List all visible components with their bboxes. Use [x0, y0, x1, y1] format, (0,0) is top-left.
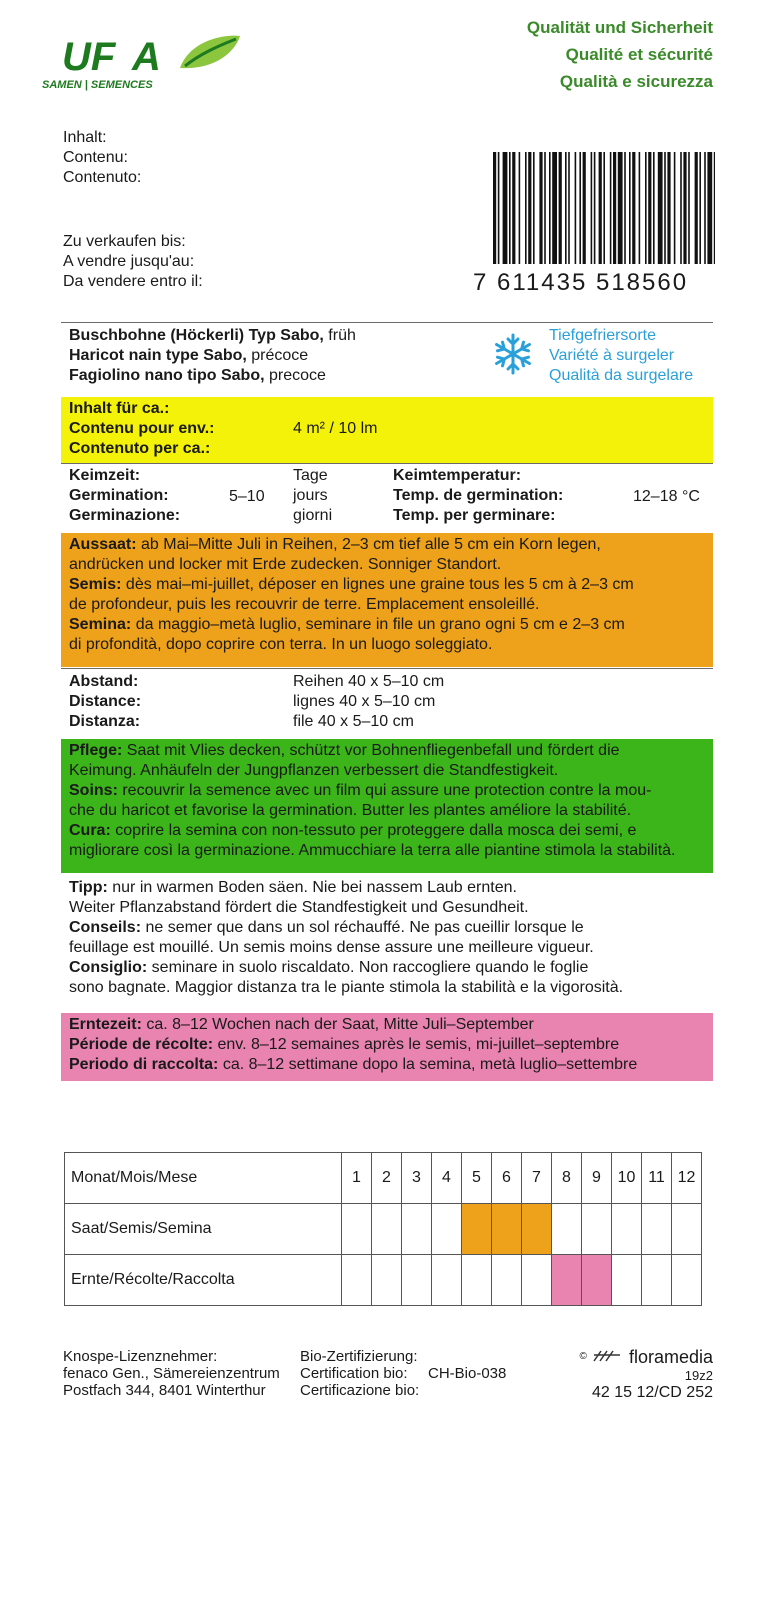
sowing-month-6	[492, 1204, 522, 1255]
tips-fr: Conseils: ne semer que dans un sol réchauffé. Ne pas cueillir lorsque le	[69, 919, 584, 936]
harvest-month-11	[642, 1255, 672, 1306]
sowing-month-7	[522, 1204, 552, 1255]
svg-text:UF: UF	[62, 35, 116, 79]
freeze-line: Qualità da surgelare	[549, 367, 694, 384]
tips-de-cont: Weiter Pflanzabstand fördert die Standfestigkeit und Gesundheit.	[69, 899, 529, 916]
variety-de: Buschbohne (Höckerli) Typ Sabo, früh	[69, 327, 356, 344]
calendar-sowing-row	[65, 1204, 702, 1255]
calendar-harvest-label: Ernte/Récolte/Raccolta	[65, 1255, 342, 1306]
sowing-month-10	[612, 1204, 642, 1255]
amount-block	[61, 397, 713, 463]
floramedia-icon	[592, 1347, 629, 1367]
spacing-value: lignes 40 x 5–10 cm	[293, 693, 436, 710]
barcode	[473, 152, 715, 296]
unit: jours	[293, 487, 328, 504]
divider	[61, 322, 713, 323]
amount-label: Contenu pour env.:	[69, 420, 215, 437]
sowing-month-12	[672, 1204, 702, 1255]
germination-label: Germination:	[69, 487, 169, 504]
sowing-fr: Semis: dès mai–mi-juillet, déposer en lignes une graine tous les 5 cm à 2–3 cm	[69, 576, 634, 593]
variety-fr: Haricot nain type Sabo, précoce	[69, 347, 309, 364]
germination-label: Keimzeit:	[69, 467, 141, 484]
month-6: 6	[492, 1153, 522, 1204]
sowing-it-cont: di profondità, dopo coprire con terra. In un luogo soleggiato.	[69, 636, 493, 653]
unit: giorni	[293, 507, 333, 524]
germination-block	[61, 464, 713, 530]
sowing-month-4	[432, 1204, 462, 1255]
harvest-month-12	[672, 1255, 702, 1306]
month-8: 8	[552, 1153, 582, 1204]
sowing-harvest-calendar	[64, 1152, 702, 1306]
harvest-month-7	[522, 1255, 552, 1306]
harvest-month-9	[582, 1255, 612, 1306]
temp-label: Temp. per germinare:	[393, 507, 556, 524]
harvest-month-5	[462, 1255, 492, 1306]
month-5: 5	[462, 1153, 492, 1204]
month-10: 10	[612, 1153, 642, 1204]
divider	[61, 668, 713, 669]
tips-de: Tipp: nur in warmen Boden säen. Nie bei nassem Laub ernten.	[69, 879, 517, 896]
barcode-bars	[493, 152, 715, 264]
month-2: 2	[372, 1153, 402, 1204]
sell-by-label: Da vendere entro il:	[63, 273, 203, 290]
germination-temp: 12–18 °C	[633, 488, 700, 505]
sowing-month-5	[462, 1204, 492, 1255]
variety-block	[61, 324, 713, 396]
sowing-block	[61, 533, 713, 667]
bio-label: Certification bio:	[300, 1365, 408, 1382]
harvest-fr: Période de récolte: env. 8–12 semaines après le semis, mi-juillet–septembre	[69, 1036, 620, 1053]
month-11: 11	[642, 1153, 672, 1204]
harvest-month-3	[402, 1255, 432, 1306]
spacing-values	[293, 672, 444, 732]
tips-fr-cont: feuillage est mouillé. Un semis moins dense assure une meilleure vigueur.	[69, 939, 594, 956]
harvest-it: Periodo di raccolta: ca. 8–12 settimane dopo la semina, metà luglio–settembre	[69, 1056, 638, 1073]
amount-value: 4 m² / 10 lm	[293, 420, 378, 437]
freeze-line: Tiefgefriersorte	[549, 327, 656, 344]
content-labels	[63, 128, 141, 188]
harvest-month-10	[612, 1255, 642, 1306]
unit: Tage	[293, 467, 328, 484]
sowing-de-cont: andrücken und locker mit Erde zudecken. Sonniger Standort.	[69, 556, 502, 573]
licensee-line: fenaco Gen., Sämereienzentrum	[63, 1365, 280, 1382]
content-label: Contenuto:	[63, 169, 142, 186]
spacing-block	[61, 670, 713, 736]
care-block	[61, 739, 713, 873]
care-it: Cura: coprire la semina con non-tessuto per proteggere dalla mosca dei semi, e	[69, 822, 637, 839]
publisher-block	[580, 1346, 713, 1402]
calendar-harvest-row	[65, 1255, 702, 1306]
month-4: 4	[432, 1153, 462, 1204]
quality-line: Qualità e sicurezza	[559, 72, 713, 91]
sowing-it: Semina: da maggio–metà luglio, seminare in file un grano ogni 5 cm e 2–3 cm	[69, 616, 625, 633]
temp-label: Keimtemperatur:	[393, 467, 522, 484]
spacing-value: Reihen 40 x 5–10 cm	[293, 673, 445, 690]
month-1: 1	[342, 1153, 372, 1204]
freeze-line: Variété à surgeler	[549, 347, 675, 364]
sowing-month-3	[402, 1204, 432, 1255]
temp-label: Temp. de germination:	[393, 487, 564, 504]
germination-temp-labels	[393, 466, 563, 526]
content-label: Inhalt:	[63, 129, 107, 146]
month-9: 9	[582, 1153, 612, 1204]
variety-it: Fagiolino nano tipo Sabo, precoce	[69, 367, 326, 384]
sowing-month-2	[372, 1204, 402, 1255]
licensee-line: Knospe-Lizenznehmer:	[63, 1348, 218, 1365]
freeze-variety	[549, 326, 693, 386]
harvest-month-6	[492, 1255, 522, 1306]
care-de-cont: Keimung. Anhäufeln der Jungpflanzen verbessert die Standfestigkeit.	[69, 762, 559, 779]
content-label: Contenu:	[63, 149, 128, 166]
germination-days: 5–10	[229, 488, 265, 505]
harvest-month-8	[552, 1255, 582, 1306]
licensee-line: Postfach 344, 8401 Winterthur	[63, 1382, 266, 1399]
svg-text:A: A	[132, 35, 161, 79]
harvest-block	[61, 1013, 713, 1081]
sowing-month-11	[642, 1204, 672, 1255]
publisher-name: floramedia	[628, 1347, 713, 1367]
quality-line: Qualität und Sicherheit	[526, 18, 713, 37]
quality-line: Qualité et sécurité	[565, 45, 713, 64]
harvest-month-4	[432, 1255, 462, 1306]
barcode-number: 7 611435 518560	[473, 269, 689, 296]
sowing-month-9	[582, 1204, 612, 1255]
sowing-fr-cont: de profondeur, puis les recouvrir de terre. Emplacement ensoleillé.	[69, 596, 540, 613]
amount-label: Inhalt für ca.:	[69, 400, 170, 417]
bio-code: CH-Bio-038	[428, 1365, 507, 1382]
tips-block	[61, 876, 713, 1006]
brand-subtitle: SAMEN | SEMENCES	[42, 79, 153, 91]
harvest-month-1	[342, 1255, 372, 1306]
month-3: 3	[402, 1153, 432, 1204]
bio-label: Certificazione bio:	[300, 1382, 420, 1399]
sell-by-label: A vendre jusqu'au:	[63, 253, 195, 270]
tips-it-cont: sono bagnate. Maggior distanza tra le piante stimola la stabilità e la vigorosità.	[69, 979, 624, 996]
sell-by-labels	[63, 232, 203, 292]
spacing-label: Distanza:	[69, 713, 141, 730]
germination-units	[293, 466, 332, 526]
care-fr: Soins: recouvrir la semence avec un film qui assure une protection contre la mou-	[69, 782, 652, 799]
calendar-header-label: Monat/Mois/Mese	[65, 1153, 342, 1204]
ufa-logo	[40, 30, 250, 92]
germination-label: Germinazione:	[69, 507, 181, 524]
tips-it: Consiglio: seminare in suolo riscaldato. Non raccogliere quando le foglie	[69, 959, 589, 976]
spacing-value: file 40 x 5–10 cm	[293, 713, 414, 730]
sell-by-label: Zu verkaufen bis:	[63, 233, 186, 250]
amount-label: Contenuto per ca.:	[69, 440, 211, 457]
care-de: Pflege: Saat mit Vlies decken, schützt vor Bohnenfliegenbefall und fördert die	[69, 742, 620, 759]
bio-label: Bio-Zertifizierung:	[300, 1348, 418, 1365]
month-12: 12	[672, 1153, 702, 1204]
quality-tagline	[527, 14, 713, 95]
spacing-label: Distance:	[69, 693, 142, 710]
spacing-label: Abstand:	[69, 673, 139, 690]
print-code: 42 15 12/CD 252	[592, 1384, 713, 1401]
care-it-cont: migliorare così la germinazione. Ammucchiare la terra alle piantine stimola la stabilità.	[69, 842, 676, 859]
harvest-de: Erntezeit: ca. 8–12 Wochen nach der Saat, Mitte Juli–September	[69, 1016, 534, 1033]
calendar-sowing-label: Saat/Semis/Semina	[65, 1204, 342, 1255]
month-7: 7	[522, 1153, 552, 1204]
copyright-mark: ©	[579, 1351, 587, 1362]
care-fr-cont: che du haricot et favorise la germination. Butter les plantes améliore la stabilité.	[69, 802, 632, 819]
harvest-month-2	[372, 1255, 402, 1306]
bio-certification	[300, 1348, 419, 1399]
sowing-de: Aussaat: ab Mai–Mitte Juli in Reihen, 2–3 cm tief alle 5 cm ein Korn legen,	[69, 536, 601, 553]
snowflake-icon	[491, 332, 535, 376]
sowing-month-1	[342, 1204, 372, 1255]
edition-code: 19z2	[684, 1368, 713, 1383]
licensee-info	[63, 1348, 280, 1399]
sowing-month-8	[552, 1204, 582, 1255]
calendar-header-row	[65, 1153, 702, 1204]
